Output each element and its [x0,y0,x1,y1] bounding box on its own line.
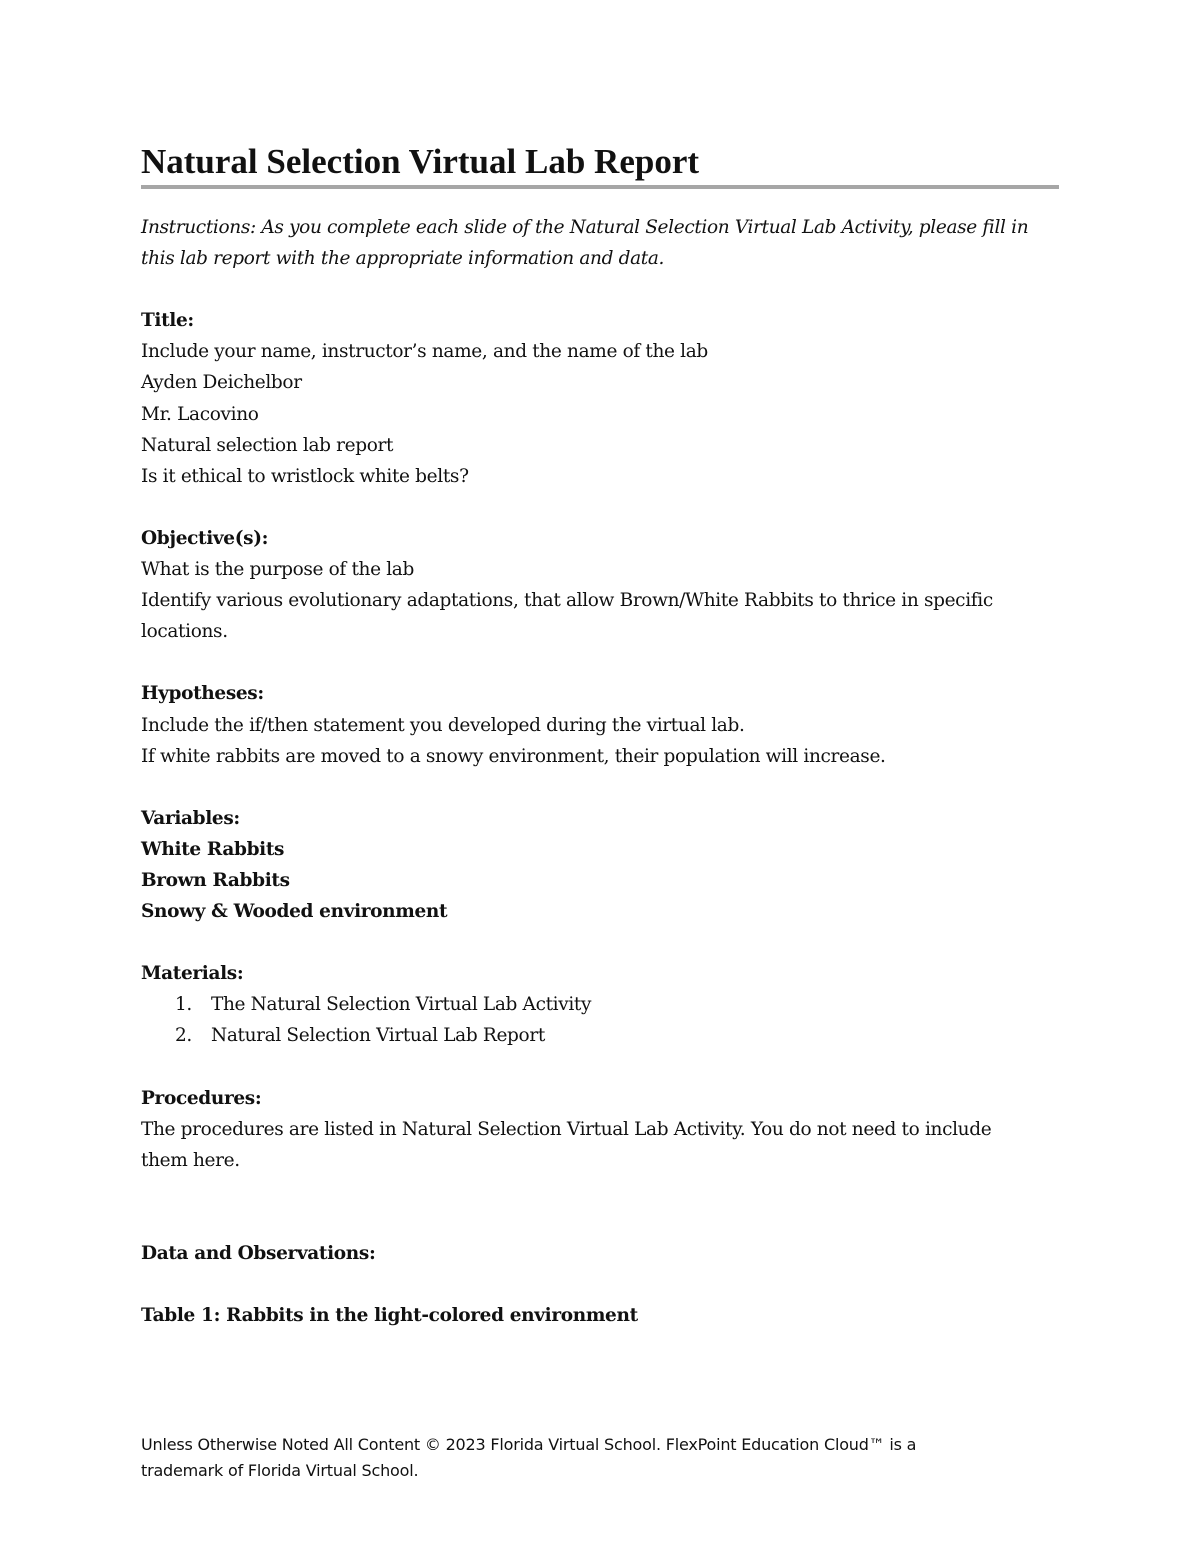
list-item [141,1020,1059,1051]
objectives-answer-line1: Identify various evolutionary adaptations, that allow Brown/White Rabbits to thrice in specific [141,590,993,612]
list-item [141,989,1059,1020]
footer-line2: trademark of Florida Virtual School. [141,1461,419,1480]
list-item-text: The Natural Selection Virtual Lab Activity [211,994,592,1016]
procedures-heading: Procedures: [141,1087,262,1109]
report-body [141,212,1059,1331]
procedures-text-line1: The procedures are listed in Natural Selection Virtual Lab Activity. You do not need to include [141,1118,992,1140]
procedures-text-line2: them here. [141,1149,240,1171]
list-number: 2. [175,1025,192,1047]
footer-line1: Unless Otherwise Noted All Content © 2023 Florida Virtual School. FlexPoint Education Cloud™ is a [141,1435,917,1454]
lab-name: Natural selection lab report [141,434,394,456]
variable-item: Brown Rabbits [141,869,290,891]
list-item-text: Natural Selection Virtual Lab Report [211,1025,545,1047]
variable-item: Snowy & Wooded environment [141,901,448,923]
list-number: 1. [175,994,192,1016]
page-title: Natural Selection Virtual Lab Report [141,142,700,181]
materials-list [141,989,1059,1051]
variable-item: White Rabbits [141,838,285,860]
objectives-prompt: What is the purpose of the lab [141,559,414,581]
objectives-heading: Objective(s): [141,527,269,549]
objectives-answer-line2: locations. [141,621,228,643]
table1-caption: Table 1: Rabbits in the light-colored environment [141,1305,638,1327]
data-observations-heading: Data and Observations: [141,1243,376,1265]
title-extra-line: Is it ethical to wristlock white belts? [141,465,469,487]
hypotheses-heading: Hypotheses: [141,683,264,705]
instructor-name: Mr. Lacovino [141,403,259,425]
instructions-text: Instructions: As you complete each slide of the Natural Selection Virtual Lab Activity, please fill in this lab report with the appropriate information and data. [141,217,1029,270]
title-divider [141,185,1059,189]
page-footer [141,1432,1041,1484]
hypotheses-answer: If white rabbits are moved to a snowy environment, their population will increase. [141,745,886,767]
materials-heading: Materials: [141,963,244,985]
hypotheses-prompt: Include the if/then statement you developed during the virtual lab. [141,714,745,736]
title-prompt: Include your name, instructor’s name, and the name of the lab [141,341,708,363]
variables-heading: Variables: [141,807,240,829]
title-heading: Title: [141,310,194,332]
student-name: Ayden Deichelbor [141,372,302,394]
